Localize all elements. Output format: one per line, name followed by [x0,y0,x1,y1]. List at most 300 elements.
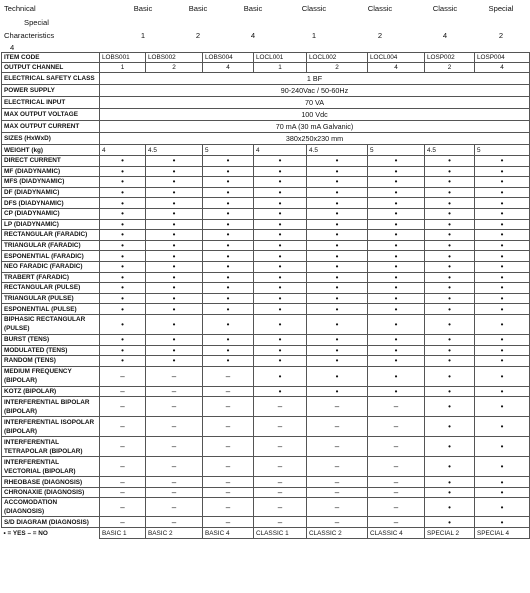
row-label: INTERFERENTIAL BIPOLAR (BIPOLAR) [2,397,100,417]
feature-mark: • [425,156,475,167]
row-label: ITEM CODE [2,53,100,63]
model-name-cell: SPECIAL 2 [425,528,475,539]
feature-mark: – [203,517,254,528]
feature-mark: • [475,356,530,367]
feature-mark: – [100,487,146,498]
model-name-cell: SPECIAL 4 [475,528,530,539]
feature-mark: – [203,437,254,457]
feature-mark: • [203,304,254,315]
row-label: CHRONAXIE (DIAGNOSIS) [2,487,100,498]
row-label: S/D DIAGRAM (DIAGNOSIS) [2,517,100,528]
feature-mark: • [475,314,530,334]
feature-mark: • [475,198,530,209]
feature-mark: • [203,198,254,209]
feature-mark: • [146,208,203,219]
row-label: WEIGHT (kg) [2,145,100,156]
model-name-cell: CLASSIC 2 [307,528,368,539]
row-label: ESPONENTIAL (PULSE) [2,304,100,315]
weight-cell: 5 [203,145,254,156]
spec-value-cell: 380x250x230 mm [100,133,530,145]
table-row [2,133,530,145]
feature-mark: • [254,240,307,251]
row-label: BURST (TENS) [2,334,100,345]
table-row [2,437,530,457]
weight-cell: 5 [368,145,425,156]
table-row [2,85,530,97]
table-row [2,240,530,251]
feature-mark: – [368,417,425,437]
feature-mark: • [100,156,146,167]
feature-mark: • [368,366,425,386]
header-family-label: Special [488,4,514,13]
feature-mark: • [368,166,425,177]
feature-mark: • [100,356,146,367]
row-label: INTERFERENTIAL VECTORIAL (BIPOLAR) [2,457,100,477]
feature-mark: • [307,177,368,188]
feature-mark: • [475,166,530,177]
model-name-cell: CLASSIC 4 [368,528,425,539]
feature-mark: • [100,166,146,177]
feature-mark: • [368,156,425,167]
feature-mark: – [307,498,368,517]
feature-mark: • [368,261,425,272]
feature-mark: • [254,386,307,397]
feature-mark: • [475,487,530,498]
special-label: Special [24,18,49,27]
item-code-cell: LOSP004 [475,53,530,63]
table-row [2,528,530,539]
feature-mark: • [368,314,425,334]
feature-mark: • [425,498,475,517]
feature-mark: • [307,345,368,356]
feature-mark: • [203,345,254,356]
feature-mark: • [203,156,254,167]
feature-mark: • [368,187,425,198]
header-channel-count: 2 [195,31,201,40]
feature-mark: • [368,219,425,230]
feature-mark: • [425,397,475,417]
feature-mark: • [100,293,146,304]
feature-mark: • [368,251,425,262]
feature-mark: • [368,230,425,241]
table-row [2,517,530,528]
header-block [0,0,530,50]
feature-mark: • [425,208,475,219]
row-label: RANDOM (TENS) [2,356,100,367]
header-family-label: Classic [367,4,393,13]
table-row [2,397,530,417]
feature-mark: • [203,293,254,304]
row-label: OUTPUT CHANNEL [2,63,100,73]
feature-mark: • [100,345,146,356]
feature-mark: • [254,166,307,177]
feature-mark: • [146,304,203,315]
table-row [2,314,530,334]
feature-mark: • [203,166,254,177]
feature-mark: • [146,314,203,334]
feature-mark: – [307,457,368,477]
output-channel-cell: 2 [425,63,475,73]
feature-mark: • [425,517,475,528]
feature-mark: • [254,283,307,294]
row-label: MF (DIADYNAMIC) [2,166,100,177]
row-label: DFS (DIADYNAMIC) [2,198,100,209]
feature-mark: – [368,477,425,488]
row-label: ESPONENTIAL (FARADIC) [2,251,100,262]
table-row [2,272,530,283]
feature-mark: • [146,198,203,209]
feature-mark: • [203,187,254,198]
feature-mark: – [146,437,203,457]
feature-mark: • [203,177,254,188]
feature-mark: • [254,334,307,345]
output-channel-cell: 1 [254,63,307,73]
feature-mark: • [475,334,530,345]
model-name-cell: BASIC 4 [203,528,254,539]
feature-mark: • [475,272,530,283]
feature-mark: – [368,437,425,457]
feature-mark: • [100,198,146,209]
feature-mark: • [425,477,475,488]
feature-mark: – [368,517,425,528]
feature-mark: • [146,272,203,283]
item-code-cell: LOBS002 [146,53,203,63]
table-row [2,121,530,133]
output-channel-cell: 4 [475,63,530,73]
feature-mark: • [307,208,368,219]
weight-cell: 4 [254,145,307,156]
row-label: LP (DIADYNAMIC) [2,219,100,230]
header-channel-count: 1 [311,31,317,40]
table-row [2,145,530,156]
weight-cell: 4.5 [307,145,368,156]
row-label: ELECTRICAL SAFETY CLASS [2,73,100,85]
row-label: POWER SUPPLY [2,85,100,97]
feature-mark: • [203,314,254,334]
row-label: RECTANGULAR (FARADIC) [2,230,100,241]
feature-mark: • [425,386,475,397]
feature-mark: • [425,457,475,477]
feature-mark: – [368,397,425,417]
feature-mark: • [203,261,254,272]
feature-mark: • [475,187,530,198]
feature-mark: • [368,345,425,356]
row-label: DIRECT CURRENT [2,156,100,167]
row-label: ELECTRICAL INPUT [2,97,100,109]
feature-mark: • [368,356,425,367]
header-family-label: Classic [301,4,327,13]
feature-mark: • [100,240,146,251]
table-row [2,187,530,198]
feature-mark: • [425,345,475,356]
feature-mark: • [100,187,146,198]
item-code-cell: LOBS001 [100,53,146,63]
feature-mark: • [307,156,368,167]
row-label: KOTZ (BIPOLAR) [2,386,100,397]
feature-mark: • [475,251,530,262]
table-row [2,109,530,121]
feature-mark: • [307,386,368,397]
feature-mark: • [425,187,475,198]
feature-mark: – [368,498,425,517]
feature-mark: • [307,166,368,177]
feature-mark: – [146,498,203,517]
feature-mark: • [368,293,425,304]
row-label: CP (DIADYNAMIC) [2,208,100,219]
feature-mark: • [203,240,254,251]
feature-mark: – [146,386,203,397]
feature-mark: – [368,457,425,477]
header-channel-count: 2 [377,31,383,40]
feature-mark: • [254,366,307,386]
row-label: NEO FARADIC (FARADIC) [2,261,100,272]
table-row [2,156,530,167]
feature-mark: • [475,386,530,397]
item-code-cell: LOCL002 [307,53,368,63]
feature-mark: – [307,487,368,498]
weight-cell: 5 [475,145,530,156]
feature-mark: – [100,457,146,477]
table-row [2,487,530,498]
header-channel-count: 1 [140,31,146,40]
row-label: ACCOMODATION (DIAGNOSIS) [2,498,100,517]
feature-mark: – [307,517,368,528]
feature-mark: • [425,198,475,209]
feature-mark: • [146,230,203,241]
feature-mark: – [203,366,254,386]
feature-mark: • [307,356,368,367]
feature-mark: – [146,457,203,477]
feature-mark: • [146,177,203,188]
feature-mark: • [368,334,425,345]
table-row [2,53,530,63]
feature-mark: • [100,283,146,294]
item-code-cell: LOCL001 [254,53,307,63]
feature-mark: – [203,417,254,437]
feature-mark: • [254,345,307,356]
row-label: RHEOBASE (DIAGNOSIS) [2,477,100,488]
feature-mark: • [307,272,368,283]
table-row [2,457,530,477]
feature-mark: • [146,293,203,304]
table-row [2,345,530,356]
output-channel-cell: 4 [203,63,254,73]
feature-mark: – [146,477,203,488]
row-label: SIZES (HxWxD) [2,133,100,145]
row-label: MODULATED (TENS) [2,345,100,356]
feature-mark: • [425,177,475,188]
header-family-label: Basic [188,4,208,13]
row-label: INTERFERENTIAL TETRAPOLAR (BIPOLAR) [2,437,100,457]
feature-mark: • [100,304,146,315]
model-name-cell: BASIC 2 [146,528,203,539]
table-row [2,283,530,294]
feature-mark: • [203,251,254,262]
feature-mark: – [254,417,307,437]
feature-mark: • [425,304,475,315]
feature-mark: • [475,219,530,230]
feature-mark: • [307,198,368,209]
feature-mark: – [100,417,146,437]
feature-mark: – [307,437,368,457]
feature-mark: • [254,293,307,304]
row-label: MAX OUTPUT VOLTAGE [2,109,100,121]
feature-mark: • [307,314,368,334]
table-row [2,230,530,241]
feature-mark: • [203,356,254,367]
feature-mark: • [307,334,368,345]
feature-mark: – [146,366,203,386]
feature-mark: • [254,251,307,262]
feature-mark: – [203,477,254,488]
header-channel-count: 4 [442,31,448,40]
weight-cell: 4.5 [146,145,203,156]
output-channel-cell: 2 [307,63,368,73]
feature-mark: – [254,437,307,457]
row-label: TRIANGULAR (PULSE) [2,293,100,304]
table-row [2,73,530,85]
feature-mark: • [307,230,368,241]
table-row [2,386,530,397]
weight-cell: 4 [100,145,146,156]
feature-mark: – [368,487,425,498]
feature-mark: • [425,251,475,262]
feature-mark: – [254,498,307,517]
feature-mark: • [254,177,307,188]
feature-mark: • [254,272,307,283]
feature-mark: – [146,397,203,417]
feature-mark: • [146,356,203,367]
table-row [2,97,530,109]
table-row [2,304,530,315]
feature-mark: • [475,240,530,251]
table-row [2,208,530,219]
feature-mark: • [368,240,425,251]
legend-label: • = YES – = NO [3,529,48,537]
row-label: TRABERT (FARADIC) [2,272,100,283]
feature-mark: • [475,177,530,188]
feature-mark: – [100,517,146,528]
feature-mark: • [368,283,425,294]
feature-mark: • [475,345,530,356]
feature-mark: • [307,261,368,272]
feature-mark: • [425,166,475,177]
output-channel-cell: 2 [146,63,203,73]
feature-mark: – [203,397,254,417]
model-name-cell: BASIC 1 [100,528,146,539]
table-row [2,366,530,386]
feature-mark: – [146,417,203,437]
feature-mark: • [146,261,203,272]
feature-mark: • [475,397,530,417]
feature-mark: • [307,219,368,230]
feature-mark: • [307,304,368,315]
feature-mark: • [475,498,530,517]
feature-mark: – [254,397,307,417]
header-family-label: Basic [133,4,153,13]
feature-mark: • [475,293,530,304]
row-label: INTERFERENTIAL ISOPOLAR (BIPOLAR) [2,417,100,437]
header-channel-count: 2 [498,31,504,40]
spec-table [1,52,530,539]
feature-mark: – [100,437,146,457]
table-row [2,293,530,304]
feature-mark: • [254,314,307,334]
feature-mark: • [100,251,146,262]
row-label: MFS (DIADYNAMIC) [2,177,100,188]
feature-mark: • [203,283,254,294]
feature-mark: • [425,487,475,498]
feature-mark: – [146,487,203,498]
header-family-label: Basic [243,4,263,13]
feature-mark: • [146,251,203,262]
feature-mark: • [254,356,307,367]
row-label: RECTANGULAR (PULSE) [2,283,100,294]
feature-mark: • [254,208,307,219]
feature-mark: • [475,304,530,315]
spec-value-cell: 1 BF [100,73,530,85]
feature-mark: • [100,230,146,241]
row-label: TRIANGULAR (FARADIC) [2,240,100,251]
feature-mark: • [475,366,530,386]
feature-mark: – [203,487,254,498]
feature-mark: – [203,386,254,397]
output-channel-cell: 4 [368,63,425,73]
feature-mark: – [203,457,254,477]
feature-mark: • [475,230,530,241]
feature-mark: – [307,417,368,437]
feature-mark: • [425,334,475,345]
feature-mark: • [100,261,146,272]
feature-mark: • [146,219,203,230]
feature-mark: • [100,334,146,345]
feature-mark: • [425,293,475,304]
table-row [2,334,530,345]
feature-mark: – [100,366,146,386]
feature-mark: • [307,293,368,304]
feature-mark: • [425,356,475,367]
item-code-cell: LOSP002 [425,53,475,63]
header-channel-count: 4 [250,31,256,40]
feature-mark: • [254,304,307,315]
feature-mark: • [203,208,254,219]
feature-mark: • [307,366,368,386]
feature-mark: – [254,487,307,498]
table-row [2,417,530,437]
feature-mark: • [307,187,368,198]
feature-mark: • [254,261,307,272]
feature-mark: – [100,477,146,488]
feature-mark: • [254,156,307,167]
feature-mark: • [475,208,530,219]
feature-mark: • [368,208,425,219]
characteristics-label: Characteristics [4,31,55,40]
feature-mark: • [475,261,530,272]
feature-mark: – [254,457,307,477]
feature-mark: • [368,272,425,283]
table-row [2,251,530,262]
feature-mark: • [425,230,475,241]
feature-mark: • [254,198,307,209]
feature-mark: – [254,517,307,528]
feature-mark: • [475,417,530,437]
table-row [2,498,530,517]
feature-mark: • [146,166,203,177]
item-code-cell: LOBS004 [203,53,254,63]
feature-mark: • [146,283,203,294]
feature-mark: • [254,219,307,230]
item-code-cell: LOCL004 [368,53,425,63]
